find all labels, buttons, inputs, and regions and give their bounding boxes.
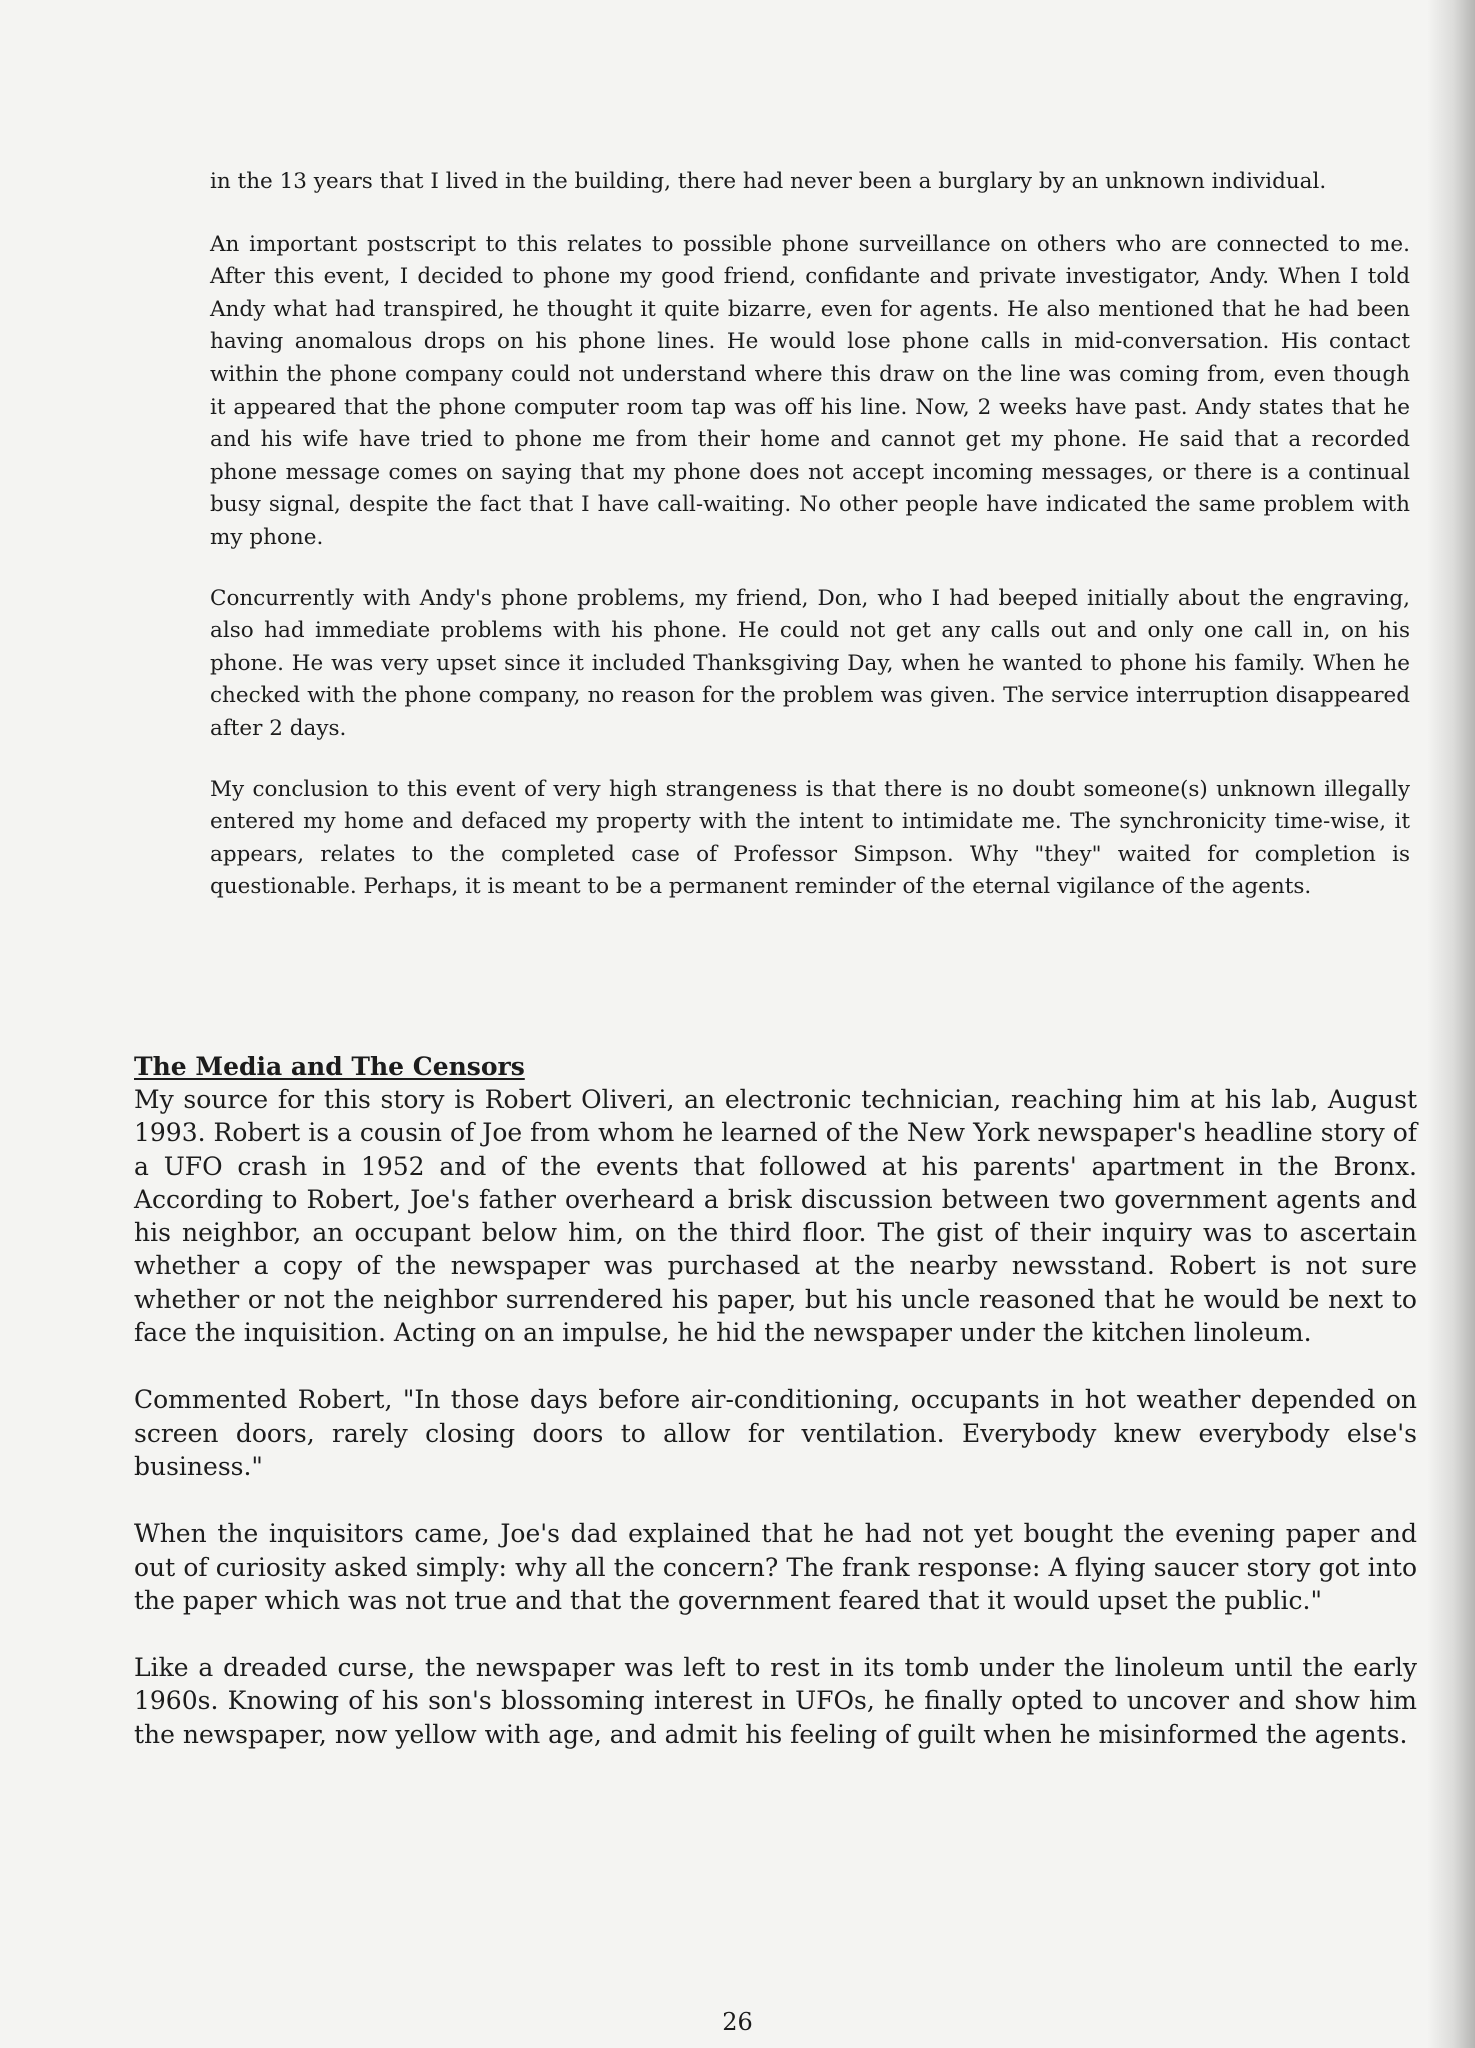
paragraph-robert-comment: Commented Robert, "In those days before air-conditioning, occupants in hot weather depended on screen doors, rarely closing doors to allow for ventilation. Everybody knew everybody else's business." bbox=[134, 1385, 1417, 1481]
scan-edge-shadow bbox=[1427, 0, 1475, 2048]
paragraph-inquisitors: When the inquisitors came, Joe's dad explained that he had not yet bought the evening paper and out of curiosity asked simply: why all the concern? The frank response: A flying saucer story got into the paper which was not true and that the government feared that it would upset the public." bbox=[134, 1519, 1417, 1615]
paragraph-robert-source: My source for this story is Robert Oliveri, an electronic technician, reaching him at his lab, August 1993. Robert is a cousin of Joe from whom he learned of the New York newspaper's headline story of a UFO crash in 1952 and of the events that followed at his parents' apartment in the Bronx. According to Robert, Joe's father overheard a brisk discussion between two government agents and his neighbor, an occupant below him, on the third floor. The gist of their inquiry was to ascertain whether a copy of the newspaper was purchased at the nearby newsstand. Robert is not sure whether or not the neighbor surrendered his paper, but his uncle reasoned that he would be next to face the inquisition. Acting on an impulse, he hid the newspaper under the kitchen linoleum. bbox=[134, 1085, 1417, 1348]
section-heading: The Media and The Censors bbox=[134, 1052, 525, 1081]
paragraph-phone-surveillance: An important postscript to this relates to possible phone surveillance on others who are connected to me. After this event, I decided to phone my good friend, confidante and private investigator, Andy. When I told Andy what had transpired, he thought it quite bizarre, even for agents. He also mentioned that he had been having anomalous drops on his phone lines. He would lose phone calls in mid-conversation. His contact within the phone company could not understand where this draw on the line was coming from, even though it appeared that the phone computer room tap was off his line. Now, 2 weeks have past. Andy states that he and his wife have tried to phone me from their home and cannot get my phone. He said that a recorded phone message comes on saying that my phone does not accept incoming messages, or there is a continual busy signal, despite the fact that I have call-waiting. No other people have indicated the same problem with my phone. bbox=[210, 231, 1410, 550]
media-censors-section bbox=[134, 1051, 1417, 1751]
indented-text-block bbox=[210, 166, 1410, 904]
page-number: 26 bbox=[722, 2008, 753, 2036]
paragraph-don-phone-problems: Concurrently with Andy's phone problems, my friend, Don, who I had beeped initially about the engraving, also had immediate problems with his phone. He could not get any calls out and only one call in, on his phone. He was very upset since it included Thanksgiving Day, when he wanted to phone his family. When he checked with the phone company, no reason for the problem was given. The service interruption disappeared after 2 days. bbox=[210, 585, 1410, 741]
paragraph-burglary: in the 13 years that I lived in the building, there had never been a burglary by an unknown individual. bbox=[210, 169, 1327, 194]
paragraph-dreaded-curse: Like a dreaded curse, the newspaper was left to rest in its tomb under the linoleum until the early 1960s. Knowing of his son's blossoming interest in UFOs, he finally opted to uncover and show him the newspaper, now yellow with age, and admit his feeling of guilt when he misinformed the agents. bbox=[134, 1653, 1417, 1749]
paragraph-conclusion: My conclusion to this event of very high strangeness is that there is no doubt someone(s) unknown illegally entered my home and defaced my property with the intent to intimidate me. The synchronicity time-wise, it appears, relates to the completed case of Professor Simpson. Why "they" waited for completion is questionable. Perhaps, it is meant to be a permanent reminder of the eternal vigilance of the agents. bbox=[210, 776, 1410, 900]
